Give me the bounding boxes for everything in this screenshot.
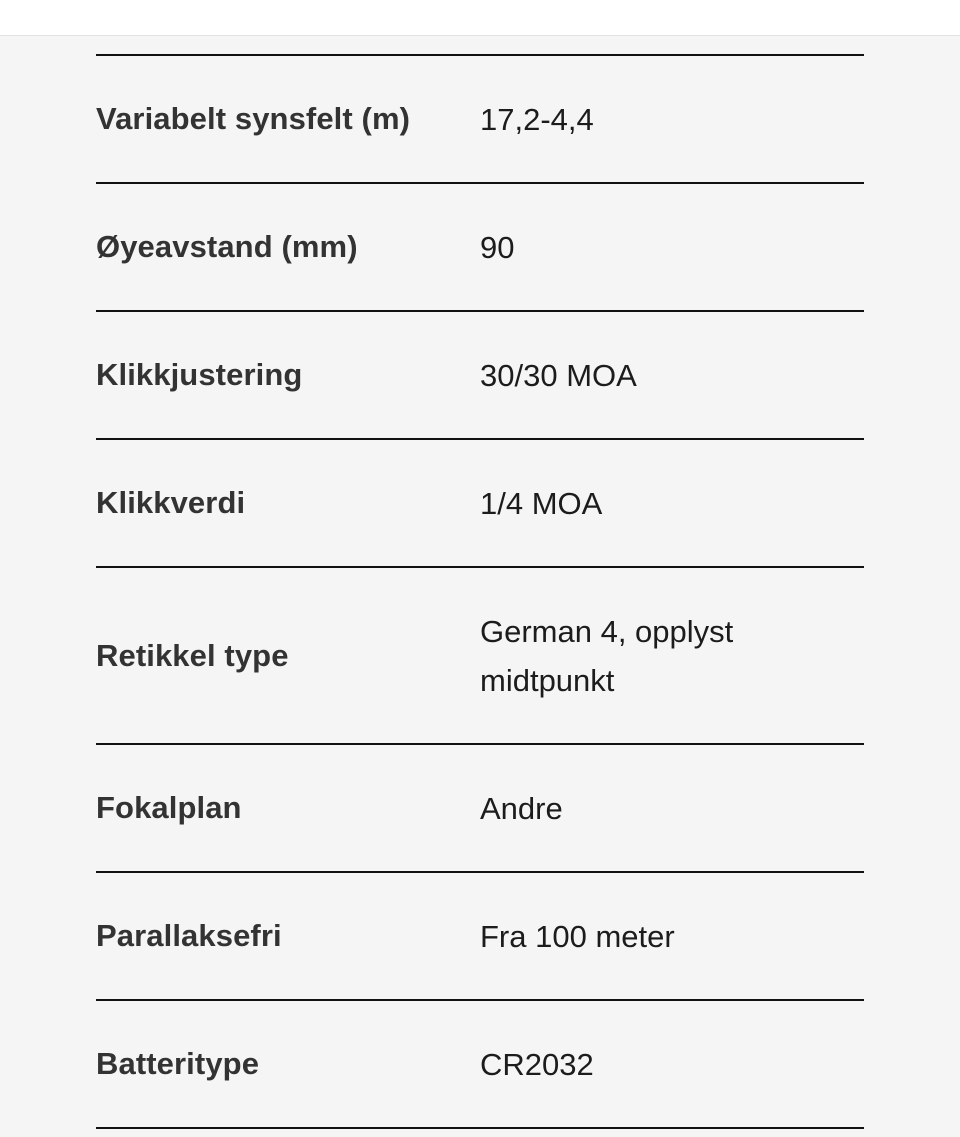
spec-row — [96, 745, 864, 873]
spec-row — [96, 440, 864, 568]
spec-label: Øyeavstand (mm) — [96, 229, 358, 264]
spec-label: Fokalplan — [96, 790, 242, 825]
spec-table — [96, 54, 864, 1129]
spec-value: Fra 100 meter — [480, 918, 675, 954]
spec-label: Parallaksefri — [96, 918, 282, 953]
spec-value: 90 — [480, 229, 515, 265]
spec-row — [96, 184, 864, 312]
spec-label: Retikkel type — [96, 637, 289, 673]
spec-label: Klikkjustering — [96, 357, 303, 392]
spec-row — [96, 873, 864, 1001]
spec-value: 17,2-4,4 — [480, 101, 594, 137]
spec-value: CR2032 — [480, 1046, 594, 1082]
spec-label: Batteritype — [96, 1046, 260, 1081]
spec-value: German 4, opplyst midtpunkt — [480, 613, 734, 698]
spec-label: Klikkverdi — [96, 485, 246, 520]
spec-row — [96, 312, 864, 440]
spec-row — [96, 568, 864, 745]
spec-label: Variabelt synsfelt (m) — [96, 101, 411, 136]
spec-row — [96, 56, 864, 184]
top-bar — [0, 0, 960, 36]
spec-value: 1/4 MOA — [480, 485, 603, 521]
spec-value: Andre — [480, 790, 563, 826]
spec-row — [96, 1001, 864, 1129]
spec-value: 30/30 MOA — [480, 357, 637, 393]
